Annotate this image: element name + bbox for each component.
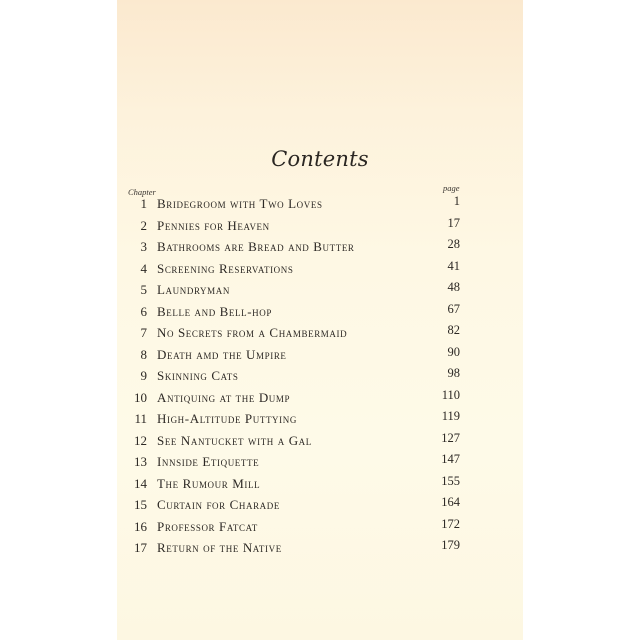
chapter-title: No Secrets from a Chambermaid xyxy=(157,325,348,340)
page-number: 90 xyxy=(447,344,460,359)
toc-entry xyxy=(117,239,523,261)
page-number: 17 xyxy=(447,215,460,230)
chapter-title: Innside Etiquette xyxy=(157,454,260,469)
toc-entry xyxy=(117,282,523,304)
chapter-title: Professor Fatcat xyxy=(157,518,258,534)
toc-entry xyxy=(117,540,523,562)
toc-entry xyxy=(117,196,523,218)
chapter-title: Pennies for Heaven xyxy=(157,217,270,233)
chapter-number: 6 xyxy=(140,303,147,319)
page-number: 155 xyxy=(441,473,460,488)
chapter-number: 5 xyxy=(140,282,147,297)
toc-entry xyxy=(117,258,523,283)
chapter-number: 13 xyxy=(134,454,147,469)
page-number: 164 xyxy=(441,495,460,509)
page-number: 127 xyxy=(441,430,460,445)
page-number: 67 xyxy=(447,301,460,316)
toc-entry xyxy=(117,387,523,412)
page-number: 179 xyxy=(441,538,460,552)
chapter-title: Belle and Bell-hop xyxy=(157,303,272,319)
chapter-number: 3 xyxy=(140,239,147,254)
chapter-number: 10 xyxy=(134,389,147,405)
chapter-number: 11 xyxy=(134,411,147,426)
contents-title: Contents xyxy=(271,147,369,171)
page-number: 82 xyxy=(447,323,460,337)
chapter-number: 8 xyxy=(140,346,147,362)
chapter-number: 4 xyxy=(140,260,147,276)
page-number: 28 xyxy=(447,237,460,251)
page-number: 41 xyxy=(447,258,460,273)
toc-entry xyxy=(117,411,523,433)
chapter-title: Bridegroom with Two Loves xyxy=(157,196,323,211)
chapter-title: Screening Reservations xyxy=(157,260,294,276)
chapter-number: 16 xyxy=(134,518,147,534)
toc-entry xyxy=(117,215,523,240)
chapter-title: Return of the Native xyxy=(157,540,282,555)
chapter-number: 15 xyxy=(134,497,147,512)
toc-entry xyxy=(117,325,523,347)
chapter-number: 14 xyxy=(134,475,147,491)
page-number: 172 xyxy=(441,516,460,531)
chapter-title: Death amd the Umpire xyxy=(157,346,287,362)
toc-entry xyxy=(117,454,523,476)
page-number: 110 xyxy=(441,387,460,402)
chapter-title: Laundryman xyxy=(157,282,230,297)
toc-entry xyxy=(117,344,523,369)
toc-entry xyxy=(117,497,523,519)
page-number: 147 xyxy=(441,452,460,466)
chapter-title: Skinning Cats xyxy=(157,368,239,383)
toc-entry xyxy=(117,301,523,326)
chapter-title: See Nantucket with a Gal xyxy=(157,432,312,448)
chapter-number: 2 xyxy=(140,217,147,233)
page-number: 1 xyxy=(453,194,460,208)
chapter-column-header: Chapter xyxy=(128,187,156,197)
chapter-title: Curtain for Charade xyxy=(157,497,280,512)
toc-entry xyxy=(117,516,523,541)
chapter-number: 9 xyxy=(140,368,147,383)
book-page xyxy=(117,0,523,640)
page-number: 119 xyxy=(441,409,460,423)
toc-entry xyxy=(117,473,523,498)
chapter-title: High-Altitude Puttying xyxy=(157,411,297,426)
chapter-number: 7 xyxy=(140,325,147,340)
toc-entry xyxy=(117,430,523,455)
page-number: 48 xyxy=(447,280,460,294)
toc-entry xyxy=(117,368,523,390)
chapter-title: The Rumour Mill xyxy=(157,475,261,491)
chapter-number: 12 xyxy=(134,432,147,448)
chapter-number: 1 xyxy=(140,196,147,211)
chapter-number: 17 xyxy=(134,540,147,555)
chapter-title: Bathrooms are Bread and Butter xyxy=(157,239,355,254)
chapter-title: Antiquing at the Dump xyxy=(157,389,291,405)
page-column-header: page xyxy=(443,183,460,193)
table-of-contents xyxy=(117,196,523,562)
page-number: 98 xyxy=(447,366,460,380)
